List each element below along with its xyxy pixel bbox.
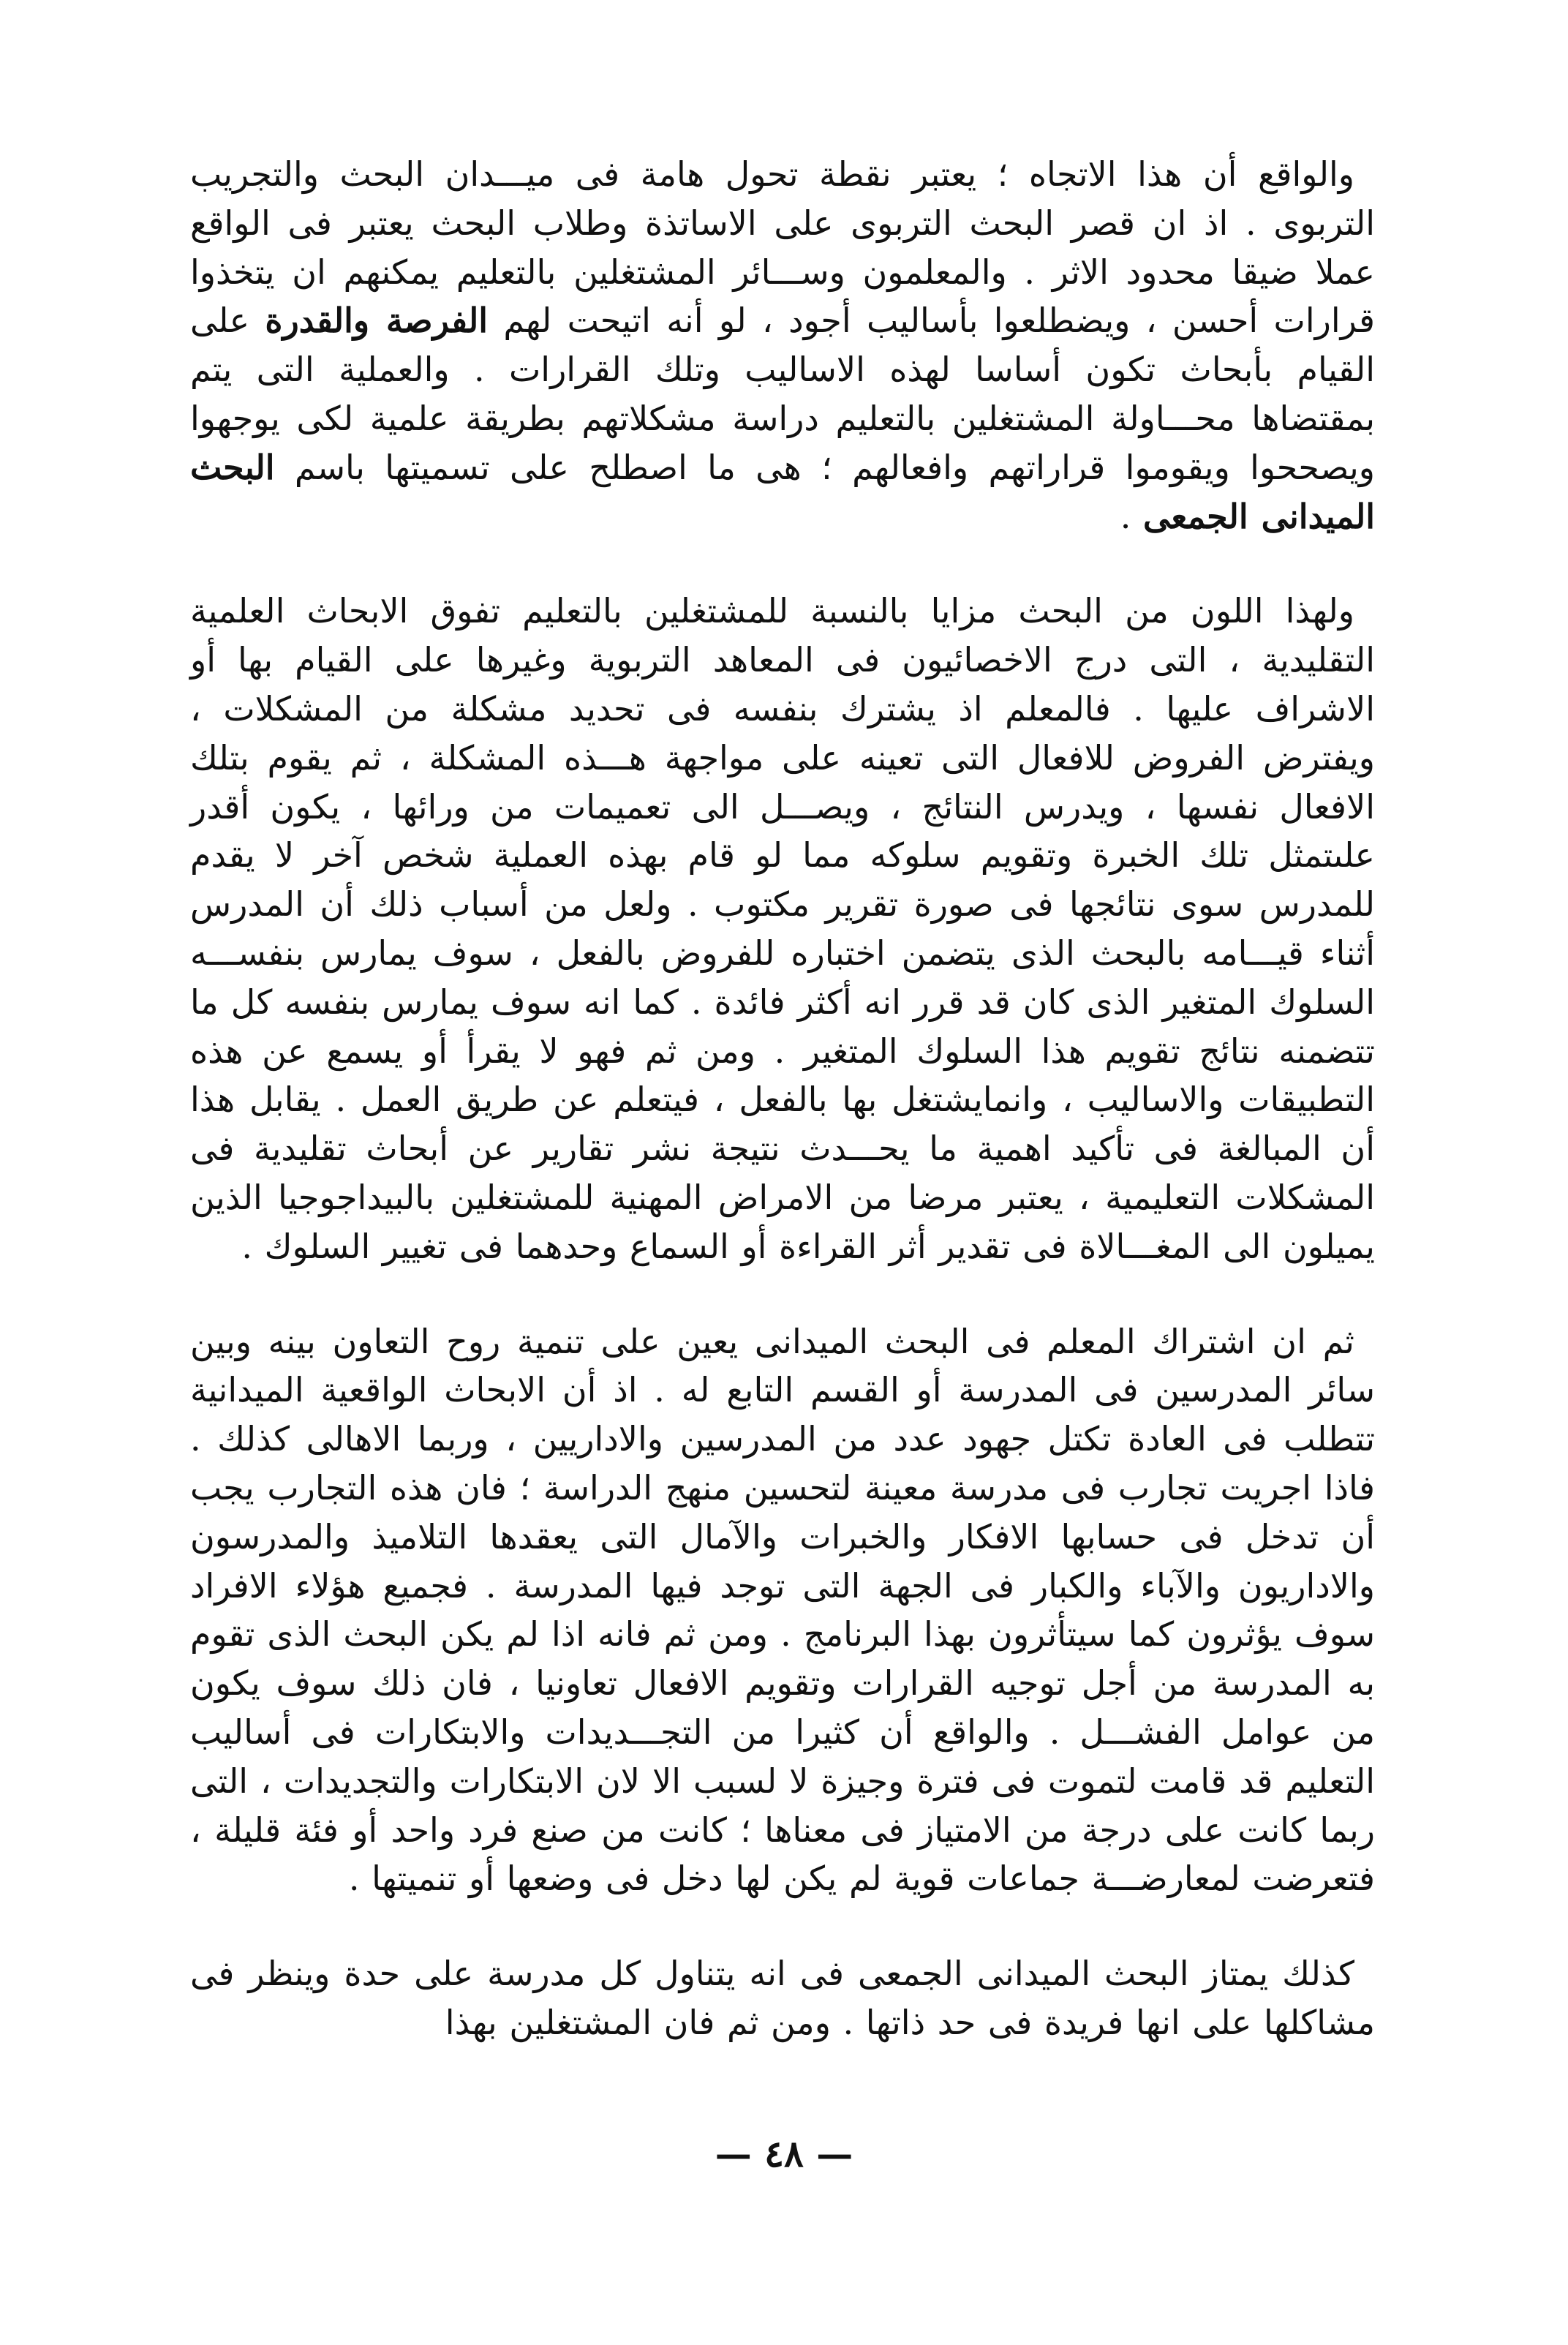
paragraph-1-text-a: والواقع أن هذا الاتجاه ؛ يعتبر نقطة تحول هامة فى ميـــدان البحث والتجريب التربوى . اذ ان قصر البحث التربوى على الاساتذة وطلاب البحث يعتبر فى الواقع عملا ضيقا محدود الاثر . والمعلمون وســـائر المشتغلين بالتعليم يمكنهم ان يتخذوا قرارات أحسن ، ويضطلعوا بأساليب أجود ، لو أنه اتيحت لهم bbox=[190, 154, 1376, 341]
paragraph-1-bold-a: الفرصة والقدرة bbox=[265, 301, 489, 341]
paragraph-2 bbox=[190, 587, 1375, 1271]
paragraph-1-text-b: على القيام بأبحاث تكون أساسا لهذه الاساليب وتلك القرارات . والعملية التى يتم بمقتضاها محـــاولة المشتغلين بالتعليم دراسة مشكلاتهم بطريقة علمية لكى يوجهوا ويصححوا ويقوموا قراراتهم وافعالهم ؛ هى ما اصطلح على تسميتها باسم bbox=[190, 301, 1375, 487]
page-body bbox=[190, 150, 1375, 2271]
paragraph-1-bold-b: البحث الميدانى الجمعى bbox=[190, 447, 1375, 536]
page-number: — ٤٨ — bbox=[715, 2132, 853, 2175]
paragraph-4 bbox=[190, 1949, 1375, 2047]
paragraph-1-text-c: . bbox=[1120, 496, 1144, 536]
paragraph-3 bbox=[190, 1317, 1375, 1904]
paragraph-4-text: كذلك يمتاز البحث الميدانى الجمعى فى انه يتناول كل مدرسة على حدة وينظر فى مشاكلها على انها فريدة فى حد ذاتها . ومن ثم فان المشتغلين بهذا bbox=[190, 1954, 1375, 2042]
paragraph-1 bbox=[190, 150, 1375, 541]
paragraph-3-text: ثم ان اشتراك المعلم فى البحث الميدانى يعين على تنمية روح التعاون بينه وبين سائر المدرسين فى المدرسة أو القسم التابع له . اذ أن الابحاث الواقعية الميدانية تتطلب فى العادة تكتل جهود عدد من المدرسين والاداريين ، وربما الاهالى كذلك . فاذا اجريت تجارب فى مدرسة معينة لتحسين منهج الدراسة ؛ فان هذه التجارب يجب أن تدخل فى حسابها الافكار والخبرات والآمال التى يعقدها التلاميذ والمدرسون والاداريون والآباء والكبار فى الجهة التى توجد فيها المدرسة . فجميع هؤلاء الافراد سوف يؤثرون كما سيتأثرون بهذا البرنامج . ومن ثم فانه اذا لم يكن البحث الذى تقوم به المدرسة من أجل توجيه القرارات وتقويم الافعال تعاونيا ، فان ذلك سوف يكون من عوامل الفشـــل . والواقع أن كثيرا من التجـــديدات والابتكارات فى أساليب التعليم قد قامت لتموت فى فترة وجيزة لا لسبب الا لان الابتكارات والتجديدات ، التى ربما كانت على درجة من الامتياز فى معناها ؛ كانت من صنع فرد واحد أو فئة قليلة ، فتعرضت لمعارضـــة جماعات قوية لم يكن لها دخل فى وضعها أو تنميتها . bbox=[190, 1321, 1375, 1899]
paragraph-2-text: ولهذا اللون من البحث مزايا بالنسبة للمشتغلين بالتعليم تفوق الابحاث العلمية التقليدية ، التى درج الاخصائيون فى المعاهد التربوية وغيرها على القيام بها أو الاشراف عليها . فالمعلم اذ يشترك بنفسه فى تحديد مشكلة من المشكلات ، ويفترض الفروض للافعال التى تعينه على مواجهة هـــذه المشكلة ، ثم يقوم بتلك الافعال نفسها ، ويدرس النتائج ، ويصـــل الى تعميمات من ورائها ، يكون أقدر علىتمثل تلك الخبرة وتقويم سلوكه مما لو قام بهذه العملية شخص آخر لا يقدم للمدرس سوى نتائجها فى صورة تقرير مكتوب . ولعل من أسباب ذلك أن المدرس أثناء قيـــامه بالبحث الذى يتضمن اختباره للفروض بالفعل ، سوف يمارس بنفســـه السلوك المتغير الذى كان قد قرر انه أكثر فائدة . كما انه سوف يمارس بنفسه كل ما تتضمنه نتائج تقويم هذا السلوك المتغير . ومن ثم فهو لا يقرأ أو يسمع عن هذه التطبيقات والاساليب ، وانمايشتغل بها بالفعل ، فيتعلم عن طريق العمل . يقابل هذا أن المبالغة فى تأكيد اهمية ما يحـــدث نتيجة نشر تقارير عن أبحاث تقليدية فى المشكلات التعليمية ، يعتبر مرضا من الامراض المهنية للمشتغلين بالبيداجوجيا الذين يميلون الى المغـــالاة فى تقدير أثر القراءة أو السماع وحدهما فى تغيير السلوك . bbox=[190, 591, 1375, 1266]
